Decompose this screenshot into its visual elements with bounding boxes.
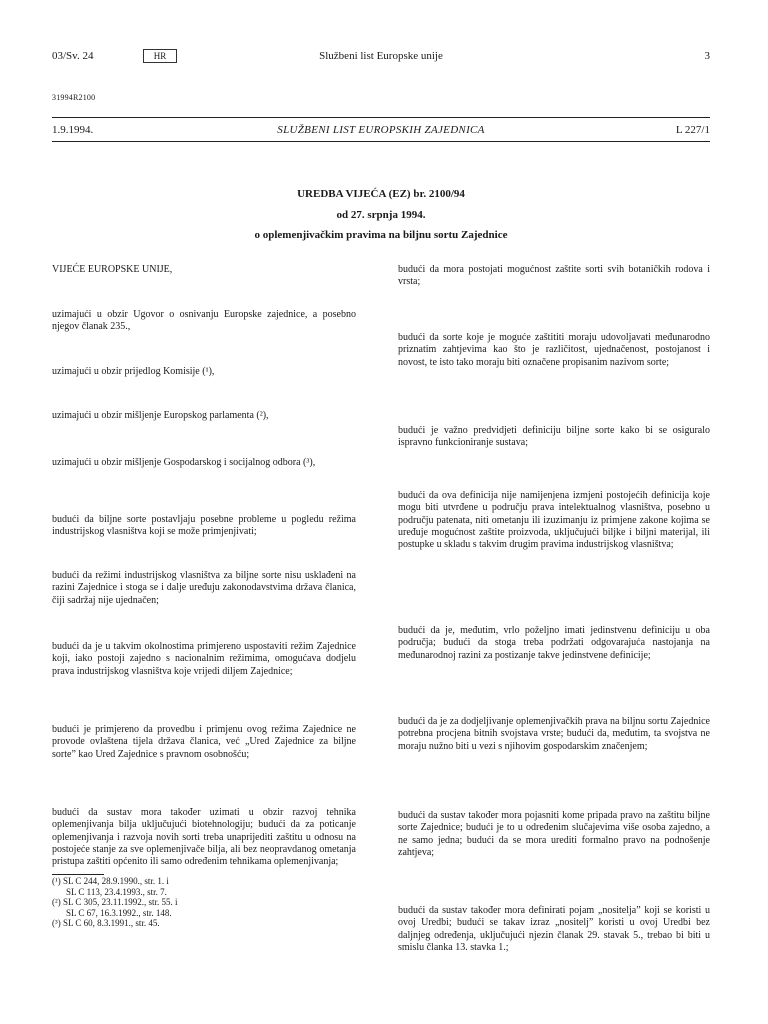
volume-label: 03/Sv. 24: [52, 50, 94, 62]
recital: budući da sustav također mora pojasniti kome pripada pravo na zaštitu biljne sorte Zajednice; budući je to u određenim slučajevima više osoba zajedno, a ne samo jedna; budući da se mora urediti formalno pravo na podnošenje zahtjeva;: [398, 810, 710, 858]
recital: budući da sustav također mora definirati pojam „nositelja” koji se koristi u ovoj Uredbi; budući se takav izraz „nositelj” koristi u ovoj Uredbi bez daljnjeg određenja, uključujući njezin članak 29. stavak 5., trebao bi biti u smislu članka 13. stavka 1.;: [398, 905, 710, 953]
divider-top: [52, 117, 710, 118]
footnote: (²) SL C 305, 23.11.1992., str. 55. i: [52, 897, 178, 908]
oj-journal: SLUŽBENI LIST EUROPSKIH ZAJEDNICA: [277, 124, 485, 136]
recital: budući da ova definicija nije namijenjena izmjeni postojećih definicija koje mogu biti utvrđene u području prava intelektualnog vlasništva, posebno u području patenata, niti ometanju ili izuzimanju iz primjene zakone kojima se uređuje mogućnost zaštite proizvoda, uključujući biljke i biljni materijal, ili postupke u skladu s takvim drugim pravima industrijskog vlasništva;: [398, 490, 710, 551]
page-header: [52, 50, 710, 66]
recital: budući da je, međutim, vrlo poželjno imati jedinstvenu definiciju u oba područja; budući da stoga treba podržati odgovarajuća nastojanja na međunarodnoj razini za postizanje takve jedinstvene definicije;: [398, 625, 710, 661]
recital: budući da sustav mora također uzimati u obzir razvoj tehnika oplemenjivanja bilja uključujući biotehnologiju; budući da za poticanje oplemenjivanja i razvoja novih sorti treba unaprijediti zaštitu u odnosu na postojeće stanje za sve oplemenjivače bilja, ali bez neopravdanog ometanja pristupa zaštiti općenito ili samo određenim tehnikama oplemenjivanja;: [52, 807, 356, 868]
footnote: (¹) SL C 244, 28.9.1990., str. 1. i: [52, 876, 169, 886]
oj-reference: L 227/1: [675, 124, 710, 136]
recital: budući je primjereno da provedbu i primjenu ovog režima Zajednice ne provode ovlaštena tijela država članica, već „Ured Zajednice za biljne sorte” kao Ured Zajednice s pravnom osobnošću;: [52, 724, 356, 760]
footnote: SL C 67, 16.3.1992., str. 148.: [66, 907, 172, 918]
recital: budući da je u takvim okolnostima primjereno uspostaviti režim Zajednice koji, iako postoji zajedno s nacionalnim režimima, omogućava dodjelu prava industrijskog vlasništva koje vrijedi diljem Zajednice;: [52, 641, 356, 677]
recital: budući je važno predvidjeti definiciju biljne sorte kako bi se osiguralo ispravno funkcioniranje sustava;: [398, 425, 710, 449]
document-code: 31994R2100: [52, 93, 96, 102]
language-badge: HR: [143, 49, 177, 63]
footnote-divider: [52, 874, 104, 875]
recital: budući da sorte koje je moguće zaštititi moraju udovoljavati međunarodno priznatim zahtjevima kao što je različitost, ujednačenost, postojanost i novost, te isto tako moraju biti označene propisanim nazivom sorte;: [398, 332, 710, 368]
page-number: 3: [704, 50, 710, 62]
footnote: (³) SL C 60, 8.3.1991., str. 45.: [52, 918, 160, 929]
recital: budući da biljne sorte postavljaju posebne probleme u pogledu režima industrijskog vlasništva koji se može primjenjivati;: [52, 514, 356, 538]
footnote: SL C 113, 23.4.1993., str. 7.: [66, 886, 167, 897]
oj-date: 1.9.1994.: [52, 124, 94, 136]
recital: uzimajući u obzir prijedlog Komisije (¹),: [52, 366, 215, 377]
regulation-title: UREDBA VIJEĆA (EZ) br. 2100/94: [297, 188, 465, 200]
footnotes: [52, 876, 312, 929]
recital: uzimajući u obzir Ugovor o osnivanju Europske zajednice, a posebno njegov članak 235.,: [52, 309, 356, 333]
recital: budući da režimi industrijskog vlasništva za biljne sorte nisu usklađeni na razini Zajednice i stoga se i dalje uređuju zakonodavstvima država članica, čiji sadržaj nije ujednačen;: [52, 570, 356, 606]
recital: budući da mora postojati mogućnost zaštite sorti svih botaničkih rodova i vrsta;: [398, 264, 710, 288]
regulation-subject: o oplemenjivačkim pravima na biljnu sortu Zajednice: [254, 229, 508, 241]
regulation-date: od 27. srpnja 1994.: [336, 209, 426, 221]
recital: VIJEĆE EUROPSKE UNIJE,: [52, 264, 173, 275]
recital: uzimajući u obzir mišljenje Europskog parlamenta (²),: [52, 410, 269, 421]
journal-name: Službeni list Europske unije: [319, 50, 443, 62]
recital: uzimajući u obzir mišljenje Gospodarskog i socijalnog odbora (³),: [52, 457, 316, 468]
recital: budući da je za dodjeljivanje oplemenjivačkih prava na biljnu sortu Zajednice potrebna procjena bitnih svojstava vrste; budući da, međutim, ta svojstva ne moraju nužno biti u vezi s njihovim gospodarskim značenjem;: [398, 716, 710, 752]
divider-bottom: [52, 141, 710, 142]
